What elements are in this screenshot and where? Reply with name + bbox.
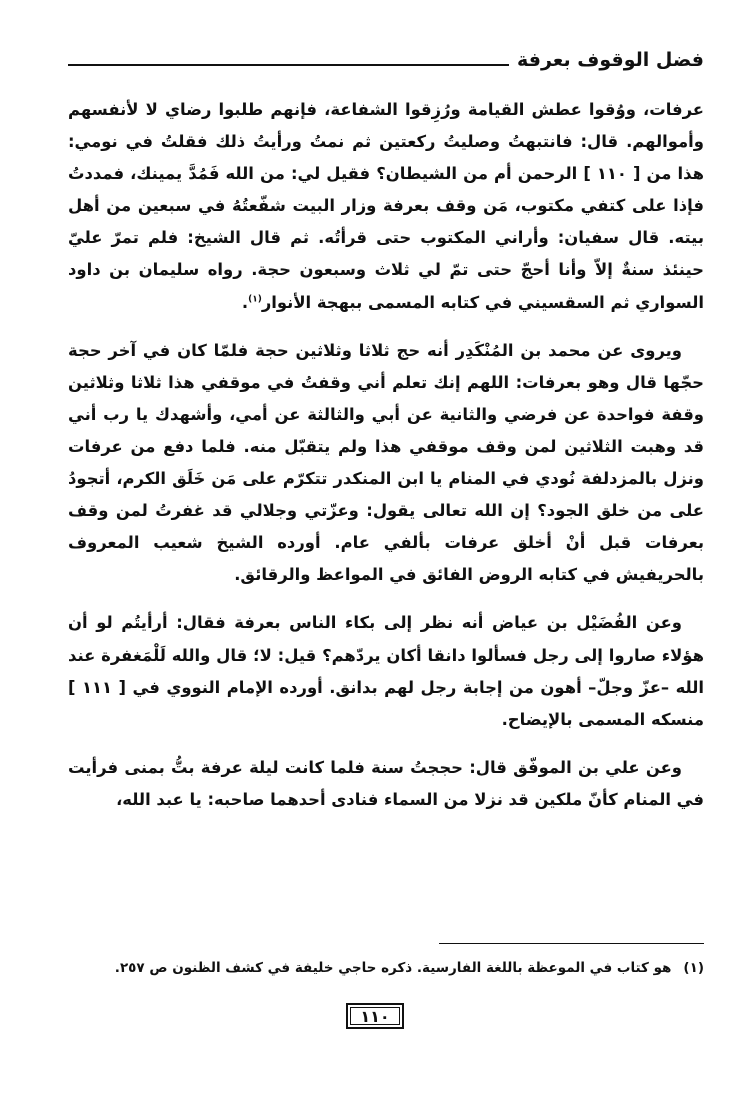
paragraph-text: عرفات، ووُقوا عطش القيامة ورُزِقوا الشفاعة، فإنهم طلبوا رضاي لا لأنفسهم وأموالهم. قال: فانتبهتُ وصليتُ ركعتين ثم نمتُ ورأيتُ ذلك فقلتُ في نومي: هذا من [ ١١٠ ] الرحمن أم من الشيطان؟ فقيل لي: من الله فَمُدَّ يمينك، فمددتُ فإذا على كتفي مكتوب، مَن وقف بعرفة وزار البيت شفّعتُهُ في سبعين من أهل بيته. قال سفيان: وأراني المكتوب حتى قرأتُه. ثم قال الشيخ: فلم تمرّ عليّ حينئذ سنةٌ إلاّ وأنا أحجّ حتى تمّ لي ثلاث وسبعون حجة. رواه سليمان بن داود السواري ثم السقسيني في كتابه المسمى ببهجة الأنوار [68, 100, 704, 312]
main-text [68, 94, 704, 832]
header-title: فضل الوقوف بعرفة [517, 49, 704, 71]
paragraph-tail: . [241, 292, 249, 312]
header-rule [68, 64, 509, 66]
paragraph: وعن علي بن الموفّق قال: حججتُ سنة فلما كانت ليلة عرفة بتُّ بمنى فرأيت في المنام كأنّ ملكين قد نزلا من السماء فنادى أحدهما صاحبه: يا عبد الله، [68, 757, 704, 809]
paragraph: وعن الفُضَيْل بن عياض أنه نظر إلى بكاء الناس بعرفة فقال: أرأيتُم لو أن هؤلاء صاروا إلى رجل فسألوا دانقا أكان يردّهم؟ قيل: لا؛ قال والله لَلْمَغفرة عند الله –عزّ وجلّ– أهون من إجابة رجل لهم بدانق. أورده الإمام النووي في [ ١١١ ] منسكه المسمى بالإيضاح. [68, 613, 705, 729]
paragraph [68, 94, 704, 319]
footnote-text: هو كتاب في الموعظة باللغة الفارسية. ذكره حاجي خليفة في كشف الظنون ص ٢٥٧. [114, 960, 672, 976]
footnote-number: (١) [683, 960, 704, 976]
footnote-reference: (١) [248, 294, 262, 305]
footnote [68, 958, 704, 978]
page-number: ١١٠ [346, 1003, 404, 1029]
running-header [68, 38, 704, 70]
paragraph: ويروى عن محمد بن المُنْكَدِر أنه حج ثلاثا وثلاثين حجة فلمّا كان في آخر حجة حجّها قال وهو بعرفات: اللهم إنك تعلم أني وقفتُ في موقفي هذا ثلاثا وثلاثين وقفة فواحدة عن فرضي والثانية عن أبي والثالثة عن أمي، وأشهدك يا رب أني قد وهبت الثلاثين لمن وقف موقفي هذا ولم يتقبّل منه. فلما دفع من عرفات ونزل بالمزدلفة نُودي في المنام يا ابن المنكدر تتكرّم على مَن خَلَق الكرم، أتجودُ على من خلق الجود؟ إن الله تعالى يقول: وعزّتي وجلالي قد غفرتُ لمن وقف بعرفات قبل أنْ أخلق عرفات بألفي عام. أورده الشيخ شعيب المعروف بالحريفيش في كتابه الروض الفائق في المواعظ والرقائق. [68, 340, 704, 585]
footnote-separator [439, 943, 704, 944]
